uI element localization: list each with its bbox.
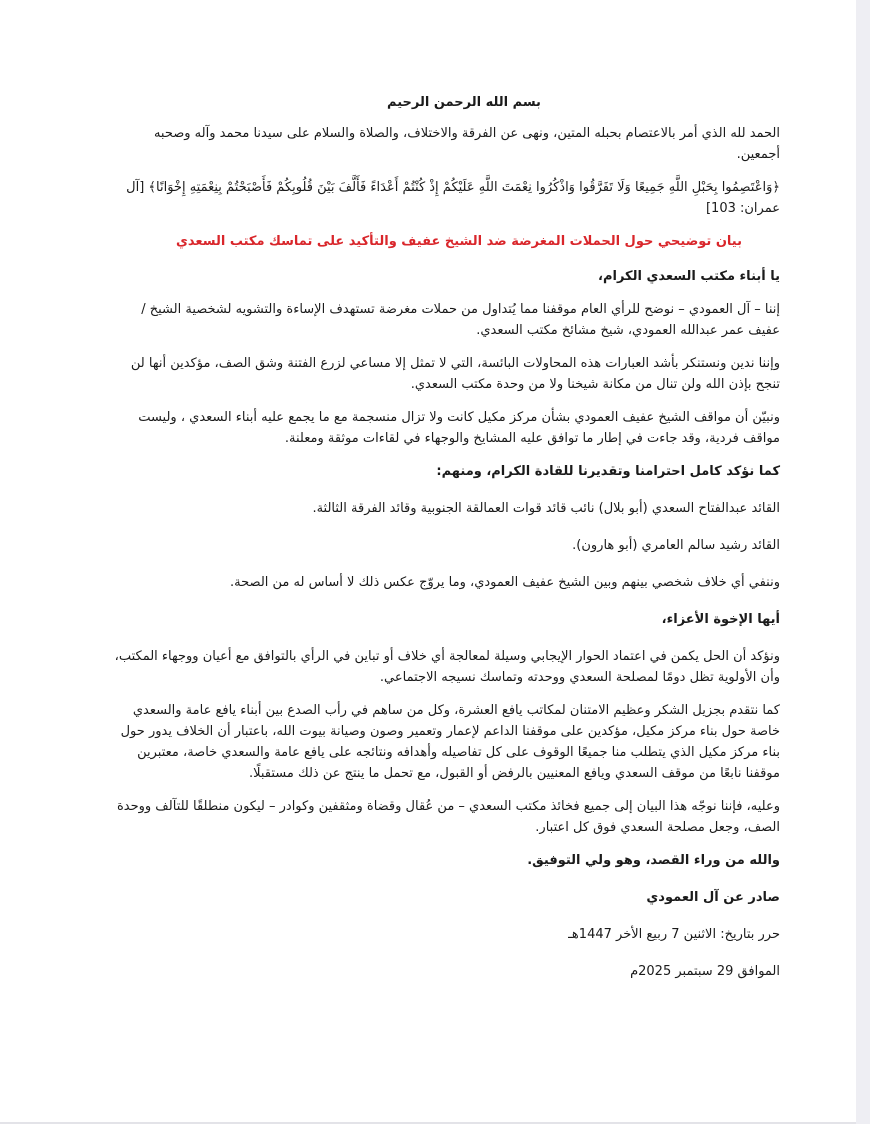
- paragraph-positions: ونبيّن أن مواقف الشيخ عفيف العمودي بشأن مركز مكيل كانت ولا تزال منسجمة مع ما يجمع عليه أبناء السعدي ، وليست مواقف فردية، وقد جاءت في إطار ما توافق عليه المشايخ والوجهاء في لقاءات موثقة ومعلنة.: [138, 410, 780, 446]
- viewer-edge-strip: [856, 0, 870, 1124]
- hijri-date: حرر بتاريخ: الاثنين 7 ربيع الأخر 1447هـ: [568, 927, 780, 942]
- paragraph-thanks: كما نتقدم بجزيل الشكر وعظيم الامتنان لمكاتب يافع العشرة، وكل من ساهم في رأب الصدع بين أبناء يافع عامة والسعدي خاصة حول بناء مركز مكيل، مؤكدين على موقفنا الداعم لإعمار وتعمير وصون وصيانة بيوت الله، باعتبار أن الخلاف يدور حول بناء مركز مكيل الذي يتطلب منا جميعًا الوقوف على كل تفاصيله وأهدافه ونتائجه على يافع عامة والسعدي خاصة، معتبرين موقفنا نابعًا من موقف السعدي ويافع المعنيين بالرفض أو القبول، مع تحمل ما ينتج عن ذلك مستقبلًا.: [120, 703, 780, 781]
- quran-verse: ﴿وَاعْتَصِمُوا بِحَبْلِ اللَّهِ جَمِيعًا وَلَا تَفَرَّقُوا وَاذْكُرُوا نِعْمَتَ اللَّهِ عَلَيْكُمْ إِذْ كُنْتُمْ أَعْدَاءً فَأَلَّفَ بَيْنَ قُلُوبِكُمْ فَأَصْبَحْتُمْ بِنِعْمَتِهِ إِخْوَانًا﴾ [آل عمران: 103]: [126, 180, 780, 216]
- salutation-sons: يا أبناء مكتب السعدي الكرام،: [598, 269, 780, 284]
- issuer-line: صادر عن آل العمودي: [646, 890, 780, 905]
- statement-body: [108, 92, 780, 998]
- closing-line: والله من وراء القصد، وهو ولي التوفيق.: [527, 853, 780, 868]
- paragraph-condemnation: وإننا ندين ونستنكر بأشد العبارات هذه المحاولات البائسة، التي لا تمثل إلا مساعي لزرع الفتنة وشق الصف، مؤكدين أنها لن تنجح بإذن الله ولن تنال من مكانة شيخنا ولا من وحدة مكتب السعدي.: [130, 356, 780, 392]
- salutation-brothers: أيها الإخوة الأعزاء،: [661, 612, 780, 627]
- paragraph-address: وعليه، فإننا نوجّه هذا البيان إلى جميع فخائذ مكتب السعدي – من عُقال وقضاة ومثقفين وكوادر – ليكون منطلقًا للتآلف ووحدة الصف، وجعل مصلحة السعدي فوق كل اعتبار.: [116, 799, 780, 835]
- leader-item: القائد رشيد سالم العامري (أبو هارون).: [572, 538, 780, 553]
- respect-heading: كما نؤكد كامل احترامنا وتقديرنا للقادة الكرام، ومنهم:: [436, 464, 780, 479]
- leader-item: القائد عبدالفتاح السعدي (أبو بلال) نائب قائد قوات العمالقة الجنوبية وقائد الفرقة الثالثة.: [312, 501, 780, 516]
- denial-paragraph: وننفي أي خلاف شخصي بينهم وبين الشيخ عفيف العمودي، وما يروّج عكس ذلك لا أساس له من الصحة.: [230, 575, 780, 590]
- statement-title: بيان توضيحي حول الحملات المغرضة ضد الشيخ عفيف والتأكيد على تماسك مكتب السعدي: [175, 234, 742, 249]
- gregorian-date: الموافق 29 سبتمبر 2025م: [630, 964, 780, 979]
- paragraph-clarification: إننا – آل العمودي – نوضح للرأي العام موقفنا مما يُتداول من حملات مغرضة تستهدف الإساءة والتشويه لشخصية الشيخ / عفيف عمر عبدالله العمودي، شيخ مشائخ مكتب السعدي.: [141, 302, 780, 338]
- paragraph-dialogue: ونؤكد أن الحل يكمن في اعتماد الحوار الإيجابي وسيلة لمعالجة أي خلاف أو تباين في الرأي بالتوافق مع أعيان ووجهاء المكتب، وأن الأولوية تظل دومًا لمصلحة السعدي ووحدته وتماسك نسيجه الاجتماعي.: [114, 649, 780, 685]
- basmala: بسم الله الرحمن الرحيم: [387, 95, 541, 110]
- opening-paragraph: الحمد لله الذي أمر بالاعتصام بحبله المتين، ونهى عن الفرقة والاختلاف، والصلاة والسلام على سيدنا محمد وآله وصحبه أجمعين.: [153, 126, 780, 162]
